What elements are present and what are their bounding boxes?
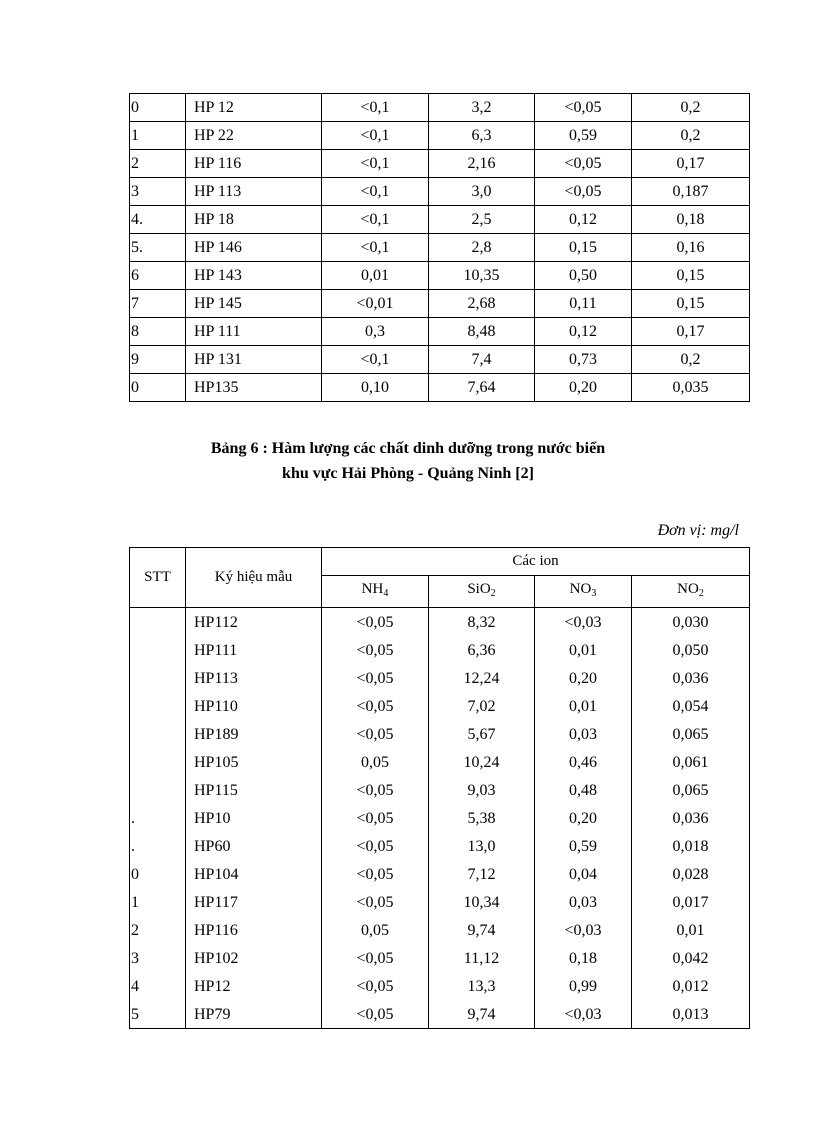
value-col-1: <0,05 xyxy=(322,972,429,1000)
value-col-1: <0,05 xyxy=(322,692,429,720)
value-col-3: 0,01 xyxy=(535,636,632,664)
value-col-3: <0,03 xyxy=(535,916,632,944)
value-col-1: <0,05 xyxy=(322,664,429,692)
row-number: 8 xyxy=(130,318,186,346)
value-col-2: 2,5 xyxy=(429,206,535,234)
value-col-4: 0,065 xyxy=(632,720,750,748)
sample-code: HP102 xyxy=(186,944,322,972)
value-col-1: <0,1 xyxy=(322,234,429,262)
sample-code: HP110 xyxy=(186,692,322,720)
value-col-1: <0,1 xyxy=(322,94,429,122)
value-col-3: 0,03 xyxy=(535,720,632,748)
table-row xyxy=(130,636,750,664)
value-col-3: 0,12 xyxy=(535,318,632,346)
value-col-3: <0,03 xyxy=(535,608,632,637)
row-number xyxy=(130,720,186,748)
sample-code: HP135 xyxy=(186,374,322,402)
row-number: 3 xyxy=(130,944,186,972)
value-col-1: 0,01 xyxy=(322,262,429,290)
value-col-4: 0,16 xyxy=(632,234,750,262)
row-number: 1 xyxy=(130,888,186,916)
value-col-3: 0,20 xyxy=(535,804,632,832)
value-col-1: <0,05 xyxy=(322,776,429,804)
value-col-3: 0,20 xyxy=(535,664,632,692)
value-col-2: 10,24 xyxy=(429,748,535,776)
row-number xyxy=(130,748,186,776)
table-row xyxy=(130,374,750,402)
value-col-1: 0,05 xyxy=(322,916,429,944)
row-number: 0 xyxy=(130,94,186,122)
sample-code: HP 111 xyxy=(186,318,322,346)
row-number: . xyxy=(130,804,186,832)
table-row xyxy=(130,608,750,637)
value-col-1: <0,05 xyxy=(322,636,429,664)
value-col-3: 0,20 xyxy=(535,374,632,402)
table-row xyxy=(130,290,750,318)
row-number xyxy=(130,608,186,637)
sample-code: HP115 xyxy=(186,776,322,804)
row-number: 2 xyxy=(130,150,186,178)
value-col-1: 0,10 xyxy=(322,374,429,402)
value-col-3: 0,46 xyxy=(535,748,632,776)
table-row xyxy=(130,944,750,972)
sample-code: HP105 xyxy=(186,748,322,776)
value-col-4: 0,028 xyxy=(632,860,750,888)
sample-code: HP 116 xyxy=(186,150,322,178)
sample-code: HP10 xyxy=(186,804,322,832)
value-col-3: 0,18 xyxy=(535,944,632,972)
nutrient-table-hai-phong-quang-ninh xyxy=(129,547,750,1029)
value-col-2: 7,02 xyxy=(429,692,535,720)
header-ions: Các ion xyxy=(322,548,750,576)
value-col-3: <0,05 xyxy=(535,150,632,178)
value-col-4: 0,030 xyxy=(632,608,750,637)
sample-code: HP79 xyxy=(186,1000,322,1029)
value-col-4: 0,013 xyxy=(632,1000,750,1029)
value-col-3: 0,59 xyxy=(535,122,632,150)
row-number: . xyxy=(130,832,186,860)
table-caption-line1: Bảng 6 : Hàm lượng các chất dinh dưỡng trong nước biển xyxy=(210,440,606,457)
row-number: 5 xyxy=(130,1000,186,1029)
value-col-3: 0,15 xyxy=(535,234,632,262)
sample-code: HP 113 xyxy=(186,178,322,206)
sample-code: HP12 xyxy=(186,972,322,1000)
row-number: 5. xyxy=(130,234,186,262)
value-col-3: 0,59 xyxy=(535,832,632,860)
table-row xyxy=(130,346,750,374)
value-col-2: 9,74 xyxy=(429,916,535,944)
row-number xyxy=(130,664,186,692)
value-col-3: <0,05 xyxy=(535,178,632,206)
value-col-2: 8,32 xyxy=(429,608,535,637)
sample-code: HP117 xyxy=(186,888,322,916)
value-col-2: 2,8 xyxy=(429,234,535,262)
value-col-2: 10,35 xyxy=(429,262,535,290)
value-col-3: 0,50 xyxy=(535,262,632,290)
value-col-1: <0,05 xyxy=(322,804,429,832)
value-col-2: 2,68 xyxy=(429,290,535,318)
value-col-2: 13,0 xyxy=(429,832,535,860)
value-col-2: 12,24 xyxy=(429,664,535,692)
row-number xyxy=(130,776,186,804)
value-col-3: 0,04 xyxy=(535,860,632,888)
sample-code: HP 22 xyxy=(186,122,322,150)
header-ion-3: $NO_3$ xyxy=(535,576,632,608)
table-row xyxy=(130,206,750,234)
table-row xyxy=(130,262,750,290)
value-col-3: 0,03 xyxy=(535,888,632,916)
header-stt: STT xyxy=(130,548,186,608)
header-ion-4: $NO_2$ xyxy=(632,576,750,608)
value-col-3: 0,01 xyxy=(535,692,632,720)
value-col-3: <0,05 xyxy=(535,94,632,122)
value-col-4: 0,036 xyxy=(632,804,750,832)
value-col-1: <0,1 xyxy=(322,150,429,178)
value-col-2: 6,36 xyxy=(429,636,535,664)
table-row xyxy=(130,178,750,206)
value-col-4: 0,18 xyxy=(632,206,750,234)
row-number: 4. xyxy=(130,206,186,234)
value-col-3: 0,73 xyxy=(535,346,632,374)
value-col-4: 0,17 xyxy=(632,150,750,178)
value-col-2: 9,03 xyxy=(429,776,535,804)
value-col-4: 0,2 xyxy=(632,122,750,150)
value-col-2: 8,48 xyxy=(429,318,535,346)
value-col-2: 2,16 xyxy=(429,150,535,178)
value-col-1: 0,05 xyxy=(322,748,429,776)
nutrient-table-continued xyxy=(129,93,750,402)
value-col-4: 0,042 xyxy=(632,944,750,972)
table-row xyxy=(130,888,750,916)
value-col-1: <0,1 xyxy=(322,122,429,150)
table-row xyxy=(130,664,750,692)
value-col-4: 0,2 xyxy=(632,346,750,374)
row-number xyxy=(130,636,186,664)
value-col-3: 0,12 xyxy=(535,206,632,234)
value-col-3: 0,99 xyxy=(535,972,632,1000)
value-col-2: 7,12 xyxy=(429,860,535,888)
value-col-4: 0,054 xyxy=(632,692,750,720)
value-col-1: <0,05 xyxy=(322,720,429,748)
value-col-4: 0,15 xyxy=(632,262,750,290)
value-col-4: 0,01 xyxy=(632,916,750,944)
sample-code: HP112 xyxy=(186,608,322,637)
value-col-3: 0,11 xyxy=(535,290,632,318)
value-col-2: 5,67 xyxy=(429,720,535,748)
value-col-2: 3,2 xyxy=(429,94,535,122)
table-row xyxy=(130,720,750,748)
value-col-4: 0,17 xyxy=(632,318,750,346)
value-col-1: 0,3 xyxy=(322,318,429,346)
value-col-4: 0,061 xyxy=(632,748,750,776)
value-col-4: 0,017 xyxy=(632,888,750,916)
row-number: 3 xyxy=(130,178,186,206)
value-col-4: 0,187 xyxy=(632,178,750,206)
value-col-1: <0,05 xyxy=(322,860,429,888)
row-number: 0 xyxy=(130,860,186,888)
sample-code: HP 12 xyxy=(186,94,322,122)
sample-code: HP 143 xyxy=(186,262,322,290)
sample-code: HP 145 xyxy=(186,290,322,318)
table-row xyxy=(130,916,750,944)
row-number: 7 xyxy=(130,290,186,318)
value-col-4: 0,15 xyxy=(632,290,750,318)
sample-code: HP189 xyxy=(186,720,322,748)
header-sample-code: Ký hiệu mẫu xyxy=(186,548,322,608)
value-col-2: 6,3 xyxy=(429,122,535,150)
table-row xyxy=(130,860,750,888)
value-col-2: 3,0 xyxy=(429,178,535,206)
table-row xyxy=(130,94,750,122)
sample-code: HP 18 xyxy=(186,206,322,234)
value-col-3: <0,03 xyxy=(535,1000,632,1029)
row-number: 2 xyxy=(130,916,186,944)
value-col-4: 0,065 xyxy=(632,776,750,804)
value-col-2: 7,4 xyxy=(429,346,535,374)
value-col-4: 0,036 xyxy=(632,664,750,692)
value-col-4: 0,012 xyxy=(632,972,750,1000)
value-col-3: 0,48 xyxy=(535,776,632,804)
table-row xyxy=(130,832,750,860)
value-col-4: 0,018 xyxy=(632,832,750,860)
value-col-4: 0,035 xyxy=(632,374,750,402)
value-col-1: <0,05 xyxy=(322,944,429,972)
table-row xyxy=(130,692,750,720)
table-row xyxy=(130,318,750,346)
row-number: 0 xyxy=(130,374,186,402)
sample-code: HP113 xyxy=(186,664,322,692)
table-row xyxy=(130,122,750,150)
header-ion-2: SiO$_2$ xyxy=(429,576,535,608)
row-number: 9 xyxy=(130,346,186,374)
unit-label: Đơn vị: mg/l xyxy=(657,522,739,539)
value-col-1: <0,05 xyxy=(322,832,429,860)
row-number xyxy=(130,692,186,720)
value-col-2: 13,3 xyxy=(429,972,535,1000)
value-col-2: 7,64 xyxy=(429,374,535,402)
sample-code: HP116 xyxy=(186,916,322,944)
value-col-1: <0,05 xyxy=(322,888,429,916)
value-col-1: <0,01 xyxy=(322,290,429,318)
table-row xyxy=(130,776,750,804)
table-row xyxy=(130,804,750,832)
value-col-4: 0,2 xyxy=(632,94,750,122)
table-row xyxy=(130,234,750,262)
table-row xyxy=(130,972,750,1000)
sample-code: HP 146 xyxy=(186,234,322,262)
value-col-2: 5,38 xyxy=(429,804,535,832)
sample-code: HP60 xyxy=(186,832,322,860)
table-caption-line2: khu vực Hải Phòng - Quảng Ninh [2] xyxy=(282,465,534,482)
value-col-2: 11,12 xyxy=(429,944,535,972)
table-row xyxy=(130,1000,750,1029)
table-row xyxy=(130,150,750,178)
sample-code: HP111 xyxy=(186,636,322,664)
sample-code: HP 131 xyxy=(186,346,322,374)
value-col-2: 10,34 xyxy=(429,888,535,916)
value-col-1: <0,1 xyxy=(322,206,429,234)
row-number: 4 xyxy=(130,972,186,1000)
value-col-1: <0,05 xyxy=(322,608,429,637)
value-col-1: <0,05 xyxy=(322,1000,429,1029)
row-number: 1 xyxy=(130,122,186,150)
header-ion-1: $NH_4$ xyxy=(322,576,429,608)
value-col-2: 9,74 xyxy=(429,1000,535,1029)
sample-code: HP104 xyxy=(186,860,322,888)
value-col-4: 0,050 xyxy=(632,636,750,664)
value-col-1: <0,1 xyxy=(322,178,429,206)
table-row xyxy=(130,748,750,776)
value-col-1: <0,1 xyxy=(322,346,429,374)
row-number: 6 xyxy=(130,262,186,290)
